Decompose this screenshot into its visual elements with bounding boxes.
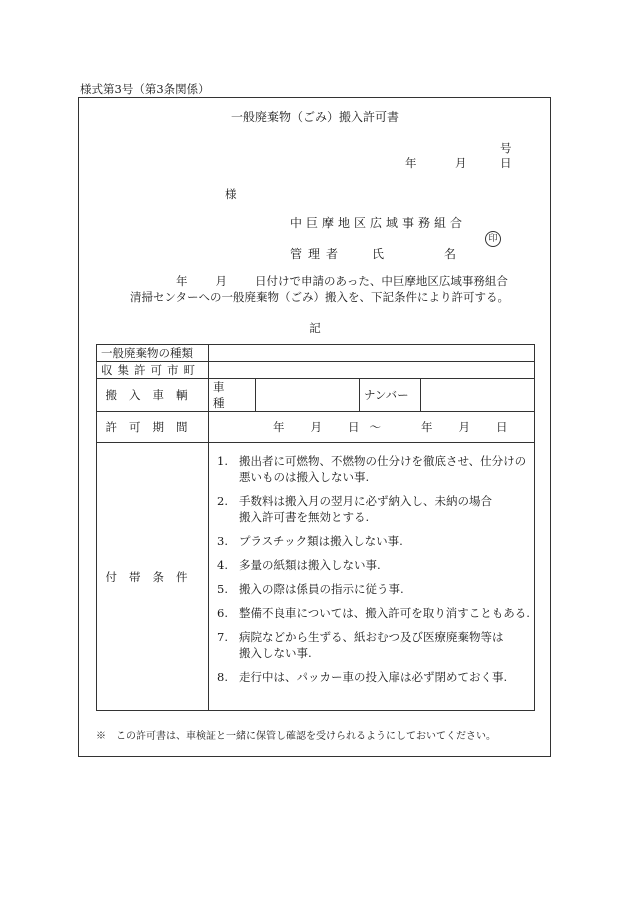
condition-number: 7.	[217, 630, 228, 644]
condition-number: 2.	[217, 494, 228, 508]
vehicle-type-label: 車種	[209, 379, 256, 412]
condition-text: 手数料は搬入月の翌月に必ず納入し、未納の場合 搬入許可書を無効とする.	[239, 494, 492, 524]
period-value	[209, 412, 535, 443]
issue-date-year: 年	[405, 156, 417, 170]
condition-item	[217, 581, 530, 597]
period-tilde: ～	[369, 420, 381, 434]
issuer-name-suffix: 名	[444, 247, 457, 261]
condition-text: 整備不良車については、搬入許可を取り消すこともある.	[239, 606, 530, 620]
plate-value[interactable]	[421, 379, 535, 412]
condition-number: 4.	[217, 558, 228, 572]
period-year-1: 年	[273, 420, 285, 434]
condition-number: 6.	[217, 606, 228, 620]
permit-table	[96, 344, 535, 711]
condition-item	[217, 533, 530, 549]
condition-item	[217, 453, 530, 485]
vehicle-label: 搬入車輌	[97, 379, 209, 412]
period-month-1: 月	[310, 420, 322, 434]
city-label: 収集許可市町	[97, 362, 209, 379]
body-year: 年	[176, 274, 188, 288]
condition-text: プラスチック類は搬入しない事.	[239, 534, 403, 548]
condition-text: 搬入の際は係員の指示に従う事.	[239, 582, 404, 596]
ki-heading: 記	[309, 321, 321, 335]
table-row-waste-type	[97, 345, 535, 362]
footer-note: ※ この許可書は、車検証と一緒に保管し確認を受けられるようにしておいてください。	[96, 731, 496, 742]
condition-number: 8.	[217, 670, 228, 684]
condition-text: 多量の紙類は搬入しない事.	[239, 558, 381, 572]
period-day-1: 日	[348, 420, 360, 434]
addressee-suffix: 様	[225, 187, 237, 201]
body-month: 月	[215, 274, 227, 288]
issuer-manager-title: 管理者	[290, 247, 345, 261]
body-line-1	[176, 273, 508, 289]
condition-text: 病院などから生ずる、紙おむつ及び医療廃棄物等は 搬入しない事.	[239, 630, 504, 660]
waste-type-label: 一般廃棄物の種類	[97, 345, 209, 362]
conditions-list	[213, 443, 530, 695]
table-row-vehicle	[97, 379, 535, 412]
condition-number: 5.	[217, 582, 228, 596]
vehicle-type-value[interactable]	[256, 379, 360, 412]
conditions-label: 付帯条件	[97, 443, 209, 711]
body-line-2: 清掃センターへの一般廃棄物（ごみ）搬入を、下記条件により許可する。	[130, 290, 510, 304]
city-value[interactable]	[209, 362, 535, 379]
document-title: 一般廃棄物（ごみ）搬入許可書	[230, 110, 399, 124]
condition-item	[217, 629, 530, 661]
condition-text: 搬出者に可燃物、不燃物の仕分けを徹底させ、仕分けの 悪いものは搬入しない事.	[239, 454, 527, 484]
period-day-2: 日	[496, 420, 508, 434]
condition-item	[217, 493, 530, 525]
body-line-1-rest: 日付けで申請のあった、中巨摩地区広域事務組合	[255, 274, 508, 288]
conditions-cell	[209, 443, 535, 711]
period-year-2: 年	[421, 420, 433, 434]
issuer-name-prefix: 氏	[372, 247, 385, 261]
condition-number: 3.	[217, 534, 228, 548]
period-label: 許可期間	[97, 412, 209, 443]
table-row-period	[97, 412, 535, 443]
period-month-2: 月	[458, 420, 470, 434]
table-row-city	[97, 362, 535, 379]
condition-number: 1.	[217, 454, 228, 468]
waste-type-value[interactable]	[209, 345, 535, 362]
table-row-conditions	[97, 443, 535, 711]
condition-text: 走行中は、パッカー車の投入扉は必ず閉めておく事.	[239, 670, 508, 684]
condition-item	[217, 605, 530, 621]
issuer-organization: 中巨摩地区広域事務組合	[290, 216, 467, 230]
form-number-label: 様式第3号（第3条関係）	[80, 82, 210, 96]
permit-number-label: 号	[500, 141, 512, 155]
condition-item	[217, 669, 530, 685]
condition-item	[217, 557, 530, 573]
issue-date-month: 月	[455, 156, 467, 170]
issue-date-day: 日	[500, 156, 512, 170]
plate-label: ナンバー	[360, 379, 421, 412]
seal-mark: 印	[485, 231, 501, 247]
